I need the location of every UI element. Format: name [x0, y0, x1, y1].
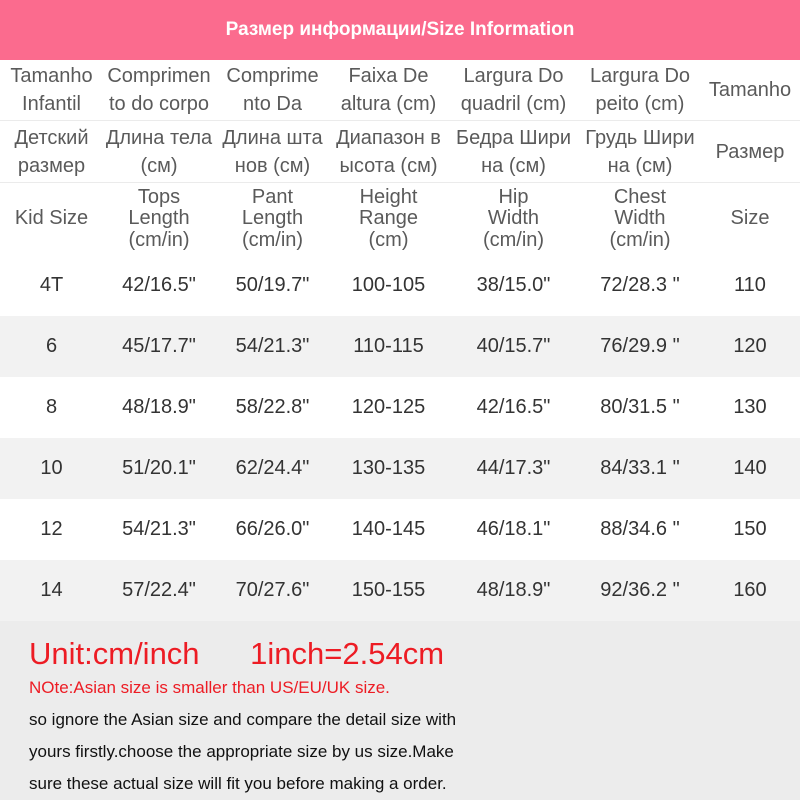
size-cell: 150: [733, 518, 767, 540]
chest-width-cell: 84/33.1 ": [600, 457, 680, 479]
size-table: [0, 60, 800, 621]
height-range-cell: 140-145: [351, 518, 426, 540]
kid-size-cell: 8: [45, 396, 58, 418]
pant-length-header-pt: Comprime nto Da: [226, 65, 319, 115]
pant-length-cell: 66/26.0": [235, 518, 310, 540]
height-range-cell: 130-135: [351, 457, 426, 479]
kid-size-cell: 4T: [39, 274, 64, 296]
tops-length-header-en: Tops Length (cm/in): [128, 185, 190, 251]
size-cell: 110: [734, 274, 766, 296]
chest-width-cell: 80/31.5 ": [600, 396, 680, 418]
size-header-en: Size: [730, 207, 770, 230]
hip-width-cell: 42/16.5": [476, 396, 551, 418]
hip-width-cell: 48/18.9": [476, 579, 551, 601]
hip-width-cell: 38/15.0": [476, 274, 551, 296]
table-row: [0, 255, 800, 316]
header-row-russian: [0, 121, 800, 183]
size-cell: 130: [733, 396, 767, 418]
size-header-pt: Tamanho: [708, 79, 792, 101]
pant-length-cell: 54/21.3": [235, 335, 310, 357]
tops-length-cell: 54/21.3": [122, 518, 196, 540]
hip-width-cell: 46/18.1": [476, 518, 551, 540]
size-header-ru: Размер: [715, 140, 785, 163]
note-line: yours firstly.choose the appropriate size by us size.Make: [29, 742, 454, 761]
tops-length-header-pt: Comprimen to do corpo: [107, 65, 211, 115]
hip-width-header-ru: Бедра Шири на (см): [455, 126, 572, 177]
pant-length-header-ru: Длина шта нов (см): [222, 126, 323, 177]
hip-width-header-pt: Largura Do quadril (cm): [460, 65, 567, 115]
kid-size-header-en: Kid Size: [14, 207, 89, 230]
hip-width-header-en: Hip Width (cm/in): [482, 185, 545, 251]
chest-width-cell: 88/34.6 ": [600, 518, 680, 540]
pant-length-cell: 58/22.8": [235, 396, 310, 418]
kid-size-header-pt: Tamanho Infantil: [10, 65, 93, 115]
pant-length-cell: 62/24.4": [235, 457, 310, 479]
size-information-banner: [0, 0, 800, 60]
header-row-portuguese: [0, 60, 800, 121]
asian-size-warning: NOte:Asian size is smaller than US/EU/UK size.: [29, 678, 390, 697]
table-row: [0, 438, 800, 499]
tops-length-cell: 48/18.9": [122, 396, 196, 418]
hip-width-cell: 40/15.7": [476, 335, 551, 357]
header-row-english: [0, 183, 800, 255]
unit-line: [29, 636, 800, 672]
chest-width-header-ru: Грудь Шири на (см): [585, 126, 695, 177]
page-title: Размер информации/Size Information: [225, 19, 575, 40]
table-row: [0, 499, 800, 560]
height-range-cell: 100-105: [351, 274, 426, 296]
pant-length-header-en: Pant Length (cm/in): [241, 185, 304, 251]
pant-length-cell: 50/19.7": [235, 274, 310, 296]
table-row: [0, 377, 800, 438]
unit-label: Unit:cm/inch: [29, 636, 200, 671]
height-range-header-en: Height Range (cm): [359, 185, 418, 251]
chest-width-cell: 72/28.3 ": [600, 274, 680, 296]
tops-length-cell: 57/22.4": [122, 579, 196, 601]
kid-size-cell: 14: [40, 579, 63, 601]
hip-width-cell: 44/17.3": [476, 457, 551, 479]
chest-width-cell: 76/29.9 ": [600, 335, 680, 357]
note-line: sure these actual size will fit you before making a order.: [29, 774, 447, 793]
height-range-cell: 110-115: [353, 335, 424, 357]
kid-size-cell: 10: [40, 457, 63, 479]
size-cell: 160: [733, 579, 767, 601]
table-row: [0, 560, 800, 621]
table-row: [0, 316, 800, 377]
size-cell: 120: [733, 335, 767, 357]
chest-width-header-pt: Largura Do peito (cm): [589, 65, 691, 115]
kid-size-cell: 12: [40, 518, 63, 540]
chest-width-cell: 92/36.2 ": [600, 579, 680, 601]
height-range-cell: 150-155: [351, 579, 426, 601]
tops-length-cell: 45/17.7": [122, 335, 196, 357]
height-range-header-pt: Faixa De altura (cm): [340, 65, 437, 115]
pant-length-cell: 70/27.6": [235, 579, 310, 601]
kid-size-cell: 6: [45, 335, 58, 357]
height-range-cell: 120-125: [351, 396, 426, 418]
kid-size-header-ru: Детский размер: [14, 126, 89, 177]
notes-panel: [0, 621, 800, 800]
height-range-header-ru: Диапазон в ысота (см): [336, 126, 441, 177]
note-line: so ignore the Asian size and compare the detail size with: [29, 710, 457, 729]
inch-conversion-label: 1inch=2.54cm: [250, 636, 445, 671]
tops-length-cell: 42/16.5": [122, 274, 196, 296]
chest-width-header-en: Chest Width (cm/in): [609, 185, 671, 251]
tops-length-header-ru: Длина тела (см): [105, 126, 213, 177]
tops-length-cell: 51/20.1": [122, 457, 196, 479]
size-cell: 140: [733, 457, 767, 479]
